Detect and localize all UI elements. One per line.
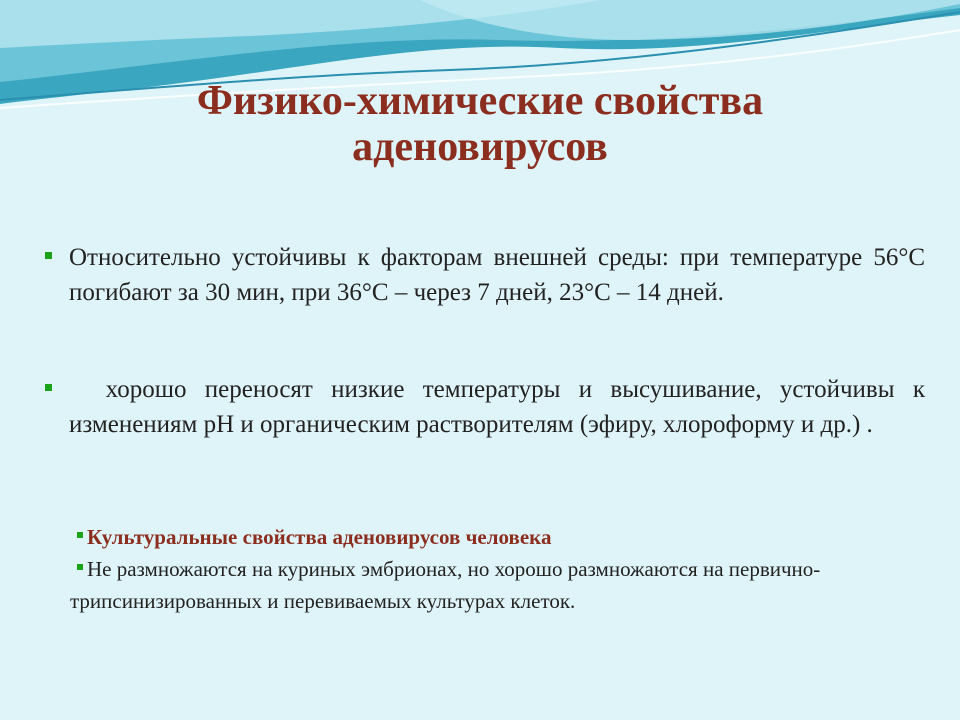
bullet-square-icon [77, 532, 83, 538]
cultural-text-row [70, 553, 890, 617]
bullet-item-1 [45, 240, 925, 310]
cultural-section [70, 521, 890, 617]
cultural-text: Не размножаются на куриных эмбрионах, но хорошо размножаются на первично-трипсинизированных и перевиваемых культурах клеток. [70, 557, 821, 613]
bullet-square-icon [77, 564, 83, 570]
cultural-heading-row [70, 521, 890, 553]
bullet-square-icon [45, 252, 52, 259]
cultural-heading: Культуральные свойства аденовирусов человека [87, 525, 552, 549]
bullet-square-icon [45, 384, 52, 391]
bullet-item-2 [45, 372, 932, 442]
bullet-text-2: хорошо переносят низкие температуры и высушивание, устойчивы к изменениям рН и органическим растворителям (эфиру, хлороформу и др.) . [69, 376, 932, 438]
title-line-1: Физико-химические свойства [196, 78, 764, 124]
bullet-text-1: Относительно устойчивы к факторам внешней среды: при температуре 56°С погибают за 30 мин, при 36°С – через 7 дней, 23°С – 14 дней. [69, 244, 925, 306]
title-line-2: аденовирусов [352, 124, 608, 170]
slide-title [100, 78, 860, 170]
